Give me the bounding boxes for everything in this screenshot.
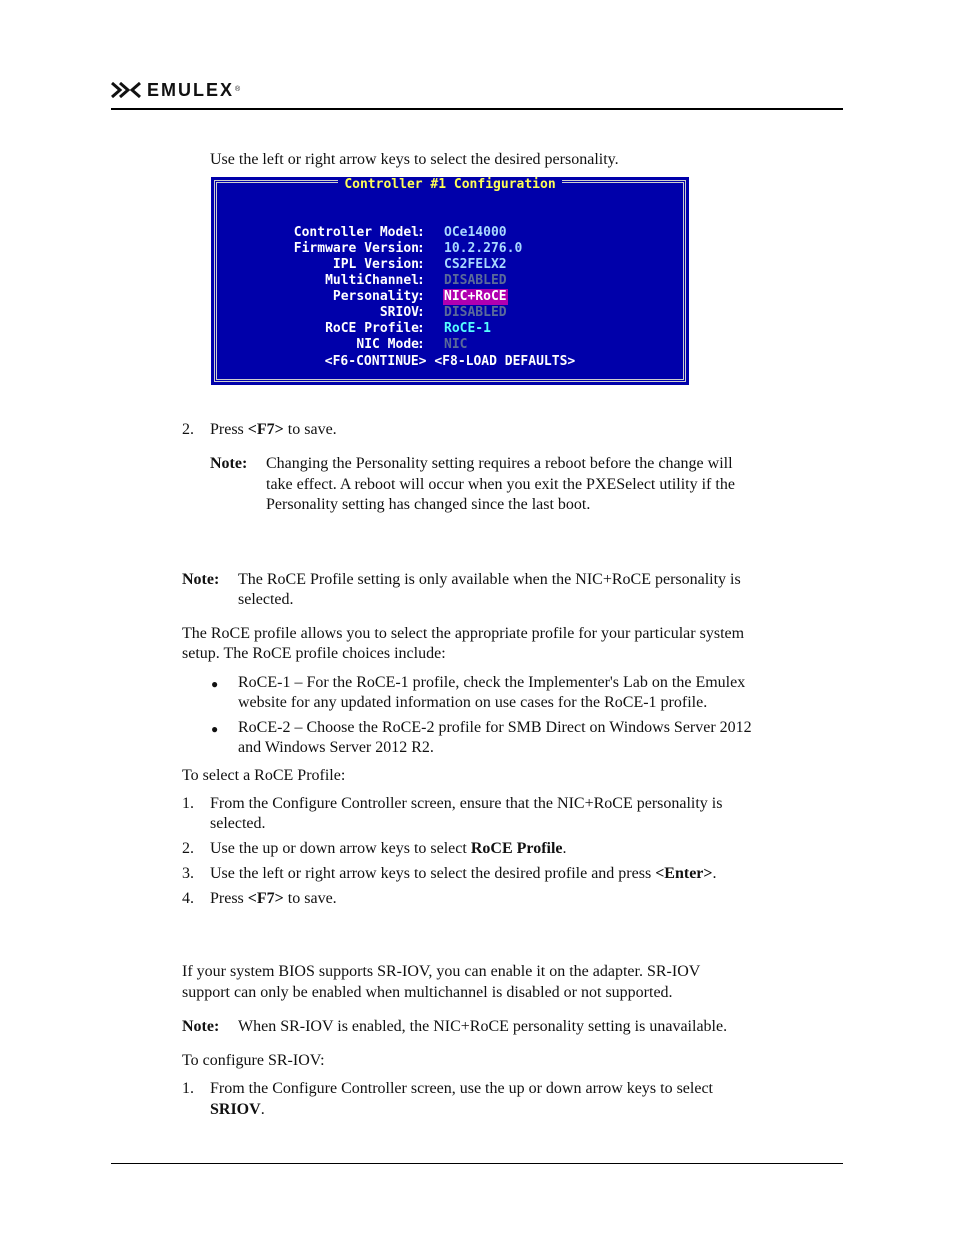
step2-text: Use the up or down arrow keys to select RoCE Profile. <box>210 840 567 857</box>
step-number: 4. <box>182 890 194 907</box>
step3-text: Use the left or right arrow keys to select the desired profile and press <Enter>. <box>210 865 717 882</box>
header-rule <box>111 108 843 110</box>
roce-intro-line2: setup. The RoCE profile choices include: <box>182 645 446 662</box>
sriov-step1-line2: SRIOV. <box>210 1101 265 1118</box>
note-reboot-line1: Changing the Personality setting requires a reboot before the change will <box>266 455 733 472</box>
footer-rule <box>111 1163 843 1164</box>
note-reboot-line2: take effect. A reboot will occur when you exit the PXESelect utility if the <box>266 476 735 493</box>
select-roce-intro: To select a RoCE Profile: <box>182 767 346 784</box>
bios-screen <box>211 177 689 385</box>
sriov-intro-line1: If your system BIOS supports SR-IOV, you can enable it on the adapter. SR-IOV <box>182 963 701 980</box>
step1-line2: selected. <box>210 815 266 832</box>
note-label: Note: <box>182 571 220 588</box>
sriov-step1-line1: From the Configure Controller screen, use the up or down arrow keys to select <box>210 1080 713 1097</box>
step-press-f7: Press <F7> to save. <box>210 421 337 438</box>
step-number: 2. <box>182 840 194 857</box>
step-number: 2. <box>182 421 194 438</box>
note-label: Note: <box>182 1018 220 1035</box>
step4-text: Press <F7> to save. <box>210 890 337 907</box>
note-sriov-text: When SR-IOV is enabled, the NIC+RoCE personality setting is unavailable. <box>238 1018 728 1035</box>
bios-row-roce-profile[interactable]: RoCE Profile : RoCE-1 <box>325 321 491 336</box>
note-reboot-line3: Personality setting has changed since the last boot. <box>266 496 591 513</box>
bullet-icon: ● <box>211 722 219 736</box>
step-number: 1. <box>182 795 194 812</box>
bios-row-controller-model: Controller Model : OCe14000 <box>293 225 507 240</box>
bios-title: Controller #1 Configuration <box>211 177 689 193</box>
logo-trademark: ® <box>235 86 241 93</box>
bullet-roce1-line1: RoCE-1 – For the RoCE-1 profile, check the Implementer's Lab on the Emulex <box>238 674 746 691</box>
step-number: 1. <box>182 1080 194 1097</box>
bios-row-personality[interactable]: Personality : NIC+RoCE <box>332 289 507 304</box>
logo-text: EMULEX <box>147 80 235 100</box>
intro-text: Use the left or right arrow keys to select the desired personality. <box>210 151 619 168</box>
emulex-logo <box>111 80 240 100</box>
bios-row-ipl-version: IPL Version : CS2FELX2 <box>332 257 507 272</box>
bullet-roce2-line2: and Windows Server 2012 R2. <box>238 739 434 756</box>
bullet-roce2-line1: RoCE-2 – Choose the RoCE-2 profile for SMB Direct on Windows Server 2012 <box>238 719 752 736</box>
sriov-intro-line2: support can only be enabled when multichannel is disabled or not supported. <box>182 984 673 1001</box>
note-roce-line1: The RoCE Profile setting is only available when the NIC+RoCE personality is <box>238 571 741 588</box>
emulex-mark-icon <box>111 82 141 98</box>
step1-line1: From the Configure Controller screen, ensure that the NIC+RoCE personality is <box>210 795 723 812</box>
note-roce-line2: selected. <box>238 591 294 608</box>
bullet-roce1-line2: website for any updated information on use cases for the RoCE-1 profile. <box>238 694 708 711</box>
configure-sriov-intro: To configure SR-IOV: <box>182 1052 325 1069</box>
bullet-icon: ● <box>211 677 219 691</box>
bios-row-nic-mode[interactable]: NIC Mode : NIC <box>356 337 468 352</box>
roce-intro-line1: The RoCE profile allows you to select the appropriate profile for your particular system <box>182 625 745 642</box>
bios-footer-keys: <F6-CONTINUE> <F8-LOAD DEFAULTS> <box>324 354 576 369</box>
step-number: 3. <box>182 865 194 882</box>
bios-row-multichannel[interactable]: MultiChannel : DISABLED <box>325 273 507 288</box>
note-label: Note: <box>210 455 248 472</box>
bios-row-sriov[interactable]: SRIOV : DISABLED <box>379 305 507 320</box>
bios-row-firmware-version: Firmware Version : 10.2.276.0 <box>293 241 523 256</box>
